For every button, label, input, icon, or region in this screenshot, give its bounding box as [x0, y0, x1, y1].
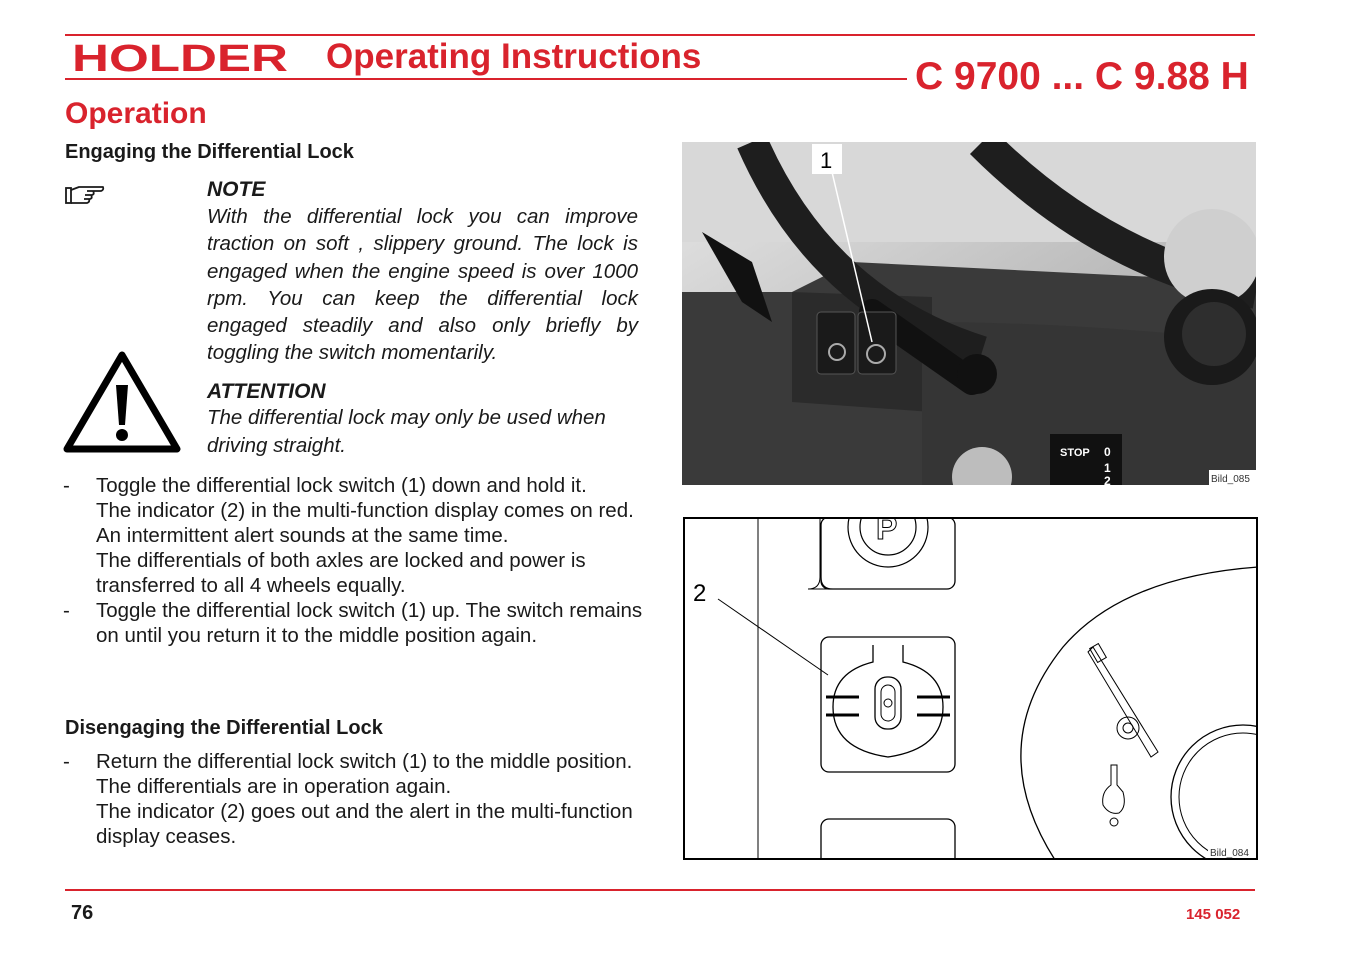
list-dash: - [63, 474, 70, 497]
step-text: Toggle the differential lock switch (1) down and hold it. [96, 474, 587, 497]
list-dash: - [63, 599, 70, 622]
svg-text:P: P [876, 517, 898, 546]
step-text: Toggle the differential lock switch (1) up. The switch remains on until you return it to the middle position again. [96, 599, 643, 647]
logo-text: HOLDER [72, 40, 288, 76]
warning-triangle-icon [63, 350, 181, 454]
dashboard-photo [682, 142, 1256, 485]
step-text: The indicator (2) goes out and the alert in the multi-function display ceases. [96, 800, 633, 848]
list-item [63, 473, 643, 598]
photo-caption: Bild_085 [1211, 474, 1250, 485]
list-item [63, 749, 643, 849]
attention-text: The differential lock may only be used when driving straight. [207, 406, 606, 457]
pointing-hand-icon [63, 183, 105, 207]
display-drawing [683, 517, 1258, 860]
title-rule [65, 78, 907, 80]
document-number: 145 052 [1186, 906, 1241, 923]
drawing-callout: 2 [693, 580, 707, 607]
page-number: 76 [71, 902, 94, 924]
step-text: The indicator (2) in the multi-function display comes on red. An intermittent alert sounds at the same time. [96, 499, 634, 547]
panel-stop-label: STOP [1060, 447, 1090, 459]
attention-title: ATTENTION [207, 380, 326, 403]
photo-callout: 1 [820, 148, 833, 173]
panel-1-label: 1 [1104, 461, 1111, 475]
drawing-caption: Bild_084 [1210, 848, 1249, 859]
footer-rule [65, 889, 1255, 891]
engaging-steps [63, 473, 643, 648]
top-rule [65, 34, 1255, 36]
list-item [63, 598, 643, 648]
panel-0-label: 0 [1104, 445, 1111, 459]
step-text: Return the differential lock switch (1) to the middle position. The differentials are in operation again. [96, 750, 633, 798]
document-title: Operating Instructions [326, 37, 702, 76]
list-dash: - [63, 750, 70, 773]
step-text: The differentials of both axles are locked and power is transferred to all 4 wheels equally. [96, 549, 586, 597]
model-title: C 9700 ... C 9.88 H [915, 55, 1249, 98]
engaging-heading: Engaging the Differential Lock [65, 141, 354, 163]
disengaging-steps [63, 749, 643, 849]
note-title: NOTE [207, 178, 266, 201]
note-text: With the differential lock you can improve traction on soft , slippery ground. The lock is engaged when the engine speed is over 1000 rpm. You can keep the differential lock engaged steadily and also only briefly by toggling the switch momentarily. [207, 205, 638, 365]
panel-2-label: 2 [1104, 474, 1111, 485]
holder-logo [70, 40, 290, 76]
disengaging-heading: Disengaging the Differential Lock [65, 717, 383, 739]
section-title: Operation [65, 97, 207, 130]
